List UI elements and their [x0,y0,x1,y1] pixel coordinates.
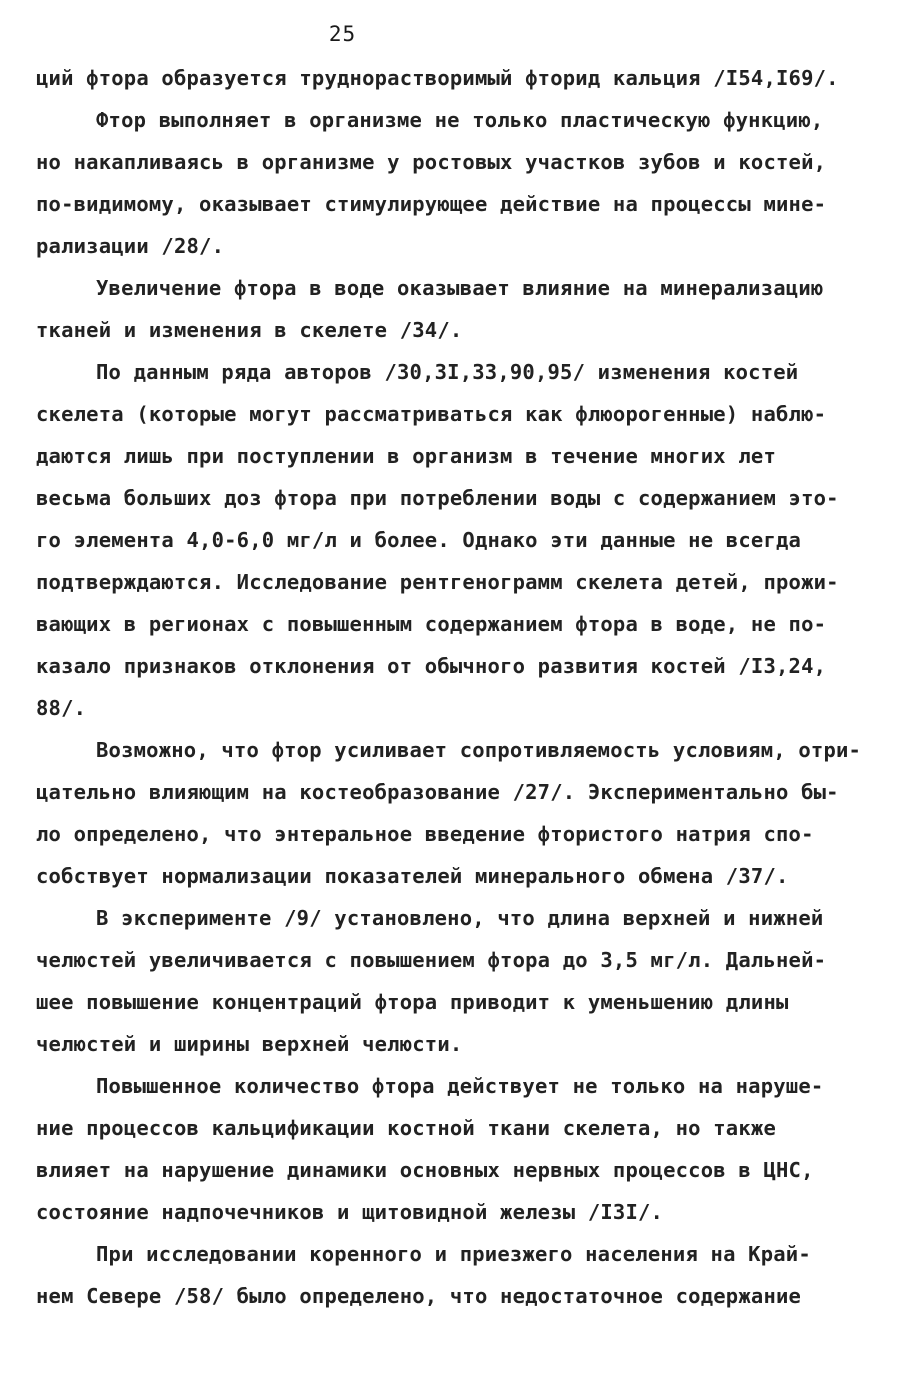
paragraph-start-line: Увеличение фтора в воде оказывает влияние на минерализацию [96,276,824,300]
paragraph-start-line: По данным ряда авторов /30,3I,33,90,95/ изменения костей [96,360,799,384]
text-line: состояние надпочечников и щитовидной железы /I3I/. [36,1200,664,1224]
text-line: челюстей увеличивается с повышением фтора до 3,5 мг/л. Дальней- [36,948,827,972]
text-line: ние процессов кальцификации костной ткани скелета, но также [36,1116,776,1140]
text-line: по-видимому, оказывает стимулирующее действие на процессы мине- [36,192,827,216]
text-line: весьма больших доз фтора при потреблении воды с содержанием это- [36,486,839,510]
text-line: ций фтора образуется труднорастворимый фторид кальция /I54,I69/. [36,66,839,90]
text-line: влияет на нарушение динамики основных нервных процессов в ЦНС, [36,1158,814,1182]
paragraph-start-line: Повышенное количество фтора действует не только на наруше- [96,1074,824,1098]
text-line: тканей и изменения в скелете /34/. [36,318,463,342]
paragraph-start-line: Возможно, что фтор усиливает сопротивляемость условиям, отри- [96,738,862,762]
text-line: вающих в регионах с повышенным содержанием фтора в воде, не по- [36,612,827,636]
paragraph-start-line: При исследовании коренного и приезжего населения на Край- [96,1242,811,1266]
text-line: 88/. [36,696,87,720]
text-line: казало признаков отклонения от обычного развития костей /I3,24, [36,654,827,678]
text-line: нем Севере /58/ было определено, что недостаточное содержание [36,1284,802,1308]
text-line: рализации /28/. [36,234,225,258]
text-line: ло определено, что энтеральное введение фтористого натрия спо- [36,822,814,846]
text-line: челюстей и ширины верхней челюсти. [36,1032,463,1056]
text-line: даются лишь при поступлении в организм в течение многих лет [36,444,776,468]
text-line: го элемента 4,0-6,0 мг/л и более. Однако эти данные не всегда [36,528,802,552]
text-line: цательно влияющим на костеобразование /27/. Экспериментально бы- [36,780,839,804]
text-line: подтверждаются. Исследование рентгенограмм скелета детей, прожи- [36,570,839,594]
text-line: скелета (которые могут рассматриваться как флюорогенные) наблю- [36,402,827,426]
paragraph-start-line: Фтор выполняет в организме не только пластическую функцию, [96,108,824,132]
text-line: но накапливаясь в организме у ростовых участков зубов и костей, [36,150,827,174]
text-line: собствует нормализации показателей минерального обмена /37/. [36,864,789,888]
text-line: шее повышение концентраций фтора приводит к уменьшению длины [36,990,789,1014]
page-number: 25 [328,22,357,46]
paragraph-start-line: В эксперименте /9/ установлено, что длина верхней и нижней [96,906,824,930]
